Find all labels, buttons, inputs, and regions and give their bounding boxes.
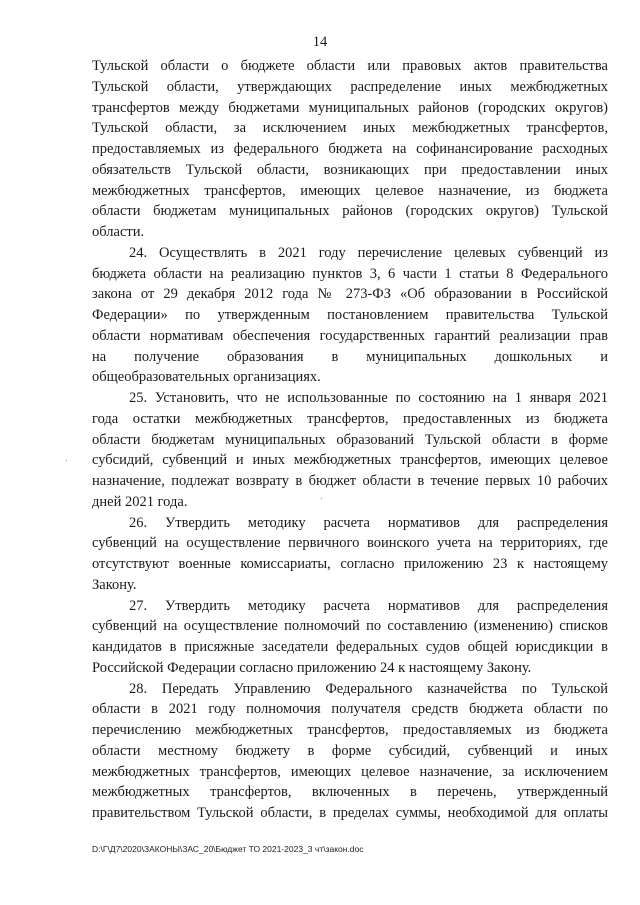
text-line: Тульской области, утверждающих распределение иных межбюджетных xyxy=(92,78,608,95)
paragraph-item-24 xyxy=(92,243,608,388)
paragraph-item-25 xyxy=(92,388,608,513)
text-line: 25. Установить, что не использованные по состоянию на 1 января 2021 xyxy=(129,390,608,406)
text-line: предоставляемых из федерального бюджета на софинансирование расходных xyxy=(92,141,608,157)
text-line: отсутствуют военные комиссариаты, согласно приложению 23 к настоящему xyxy=(92,556,608,572)
text-line: Федерации» по утвержденным постановлением правительства Тульской xyxy=(92,307,608,323)
scan-speck xyxy=(66,460,67,461)
text-line: Тульской области о бюджете области или правовых актов правительства xyxy=(92,58,608,74)
text-line: Закону. xyxy=(92,576,137,593)
text-line: обязательств Тульской области, возникающих при предоставлении иных xyxy=(92,161,608,178)
text-line: области бюджетам муниципальных районов (городских округов) Тульской xyxy=(92,203,608,220)
text-line: перечислению межбюджетных трансфертов, предоставляемых из бюджета xyxy=(92,722,608,738)
text-line: года остатки межбюджетных трансфертов, предоставленных из бюджета xyxy=(92,410,608,427)
text-line: Тульской области, за исключением иных межбюджетных трансфертов, xyxy=(92,120,608,137)
text-line: межбюджетных трансфертов, имеющих целевое назначение, за исключением xyxy=(92,763,608,780)
text-line: Российской Федерации согласно приложению 24 к настоящему Закону. xyxy=(92,659,532,676)
text-line: субсидий, субвенций и иных межбюджетных трансфертов, имеющих целевое xyxy=(92,452,608,469)
text-line: на получение образования в муниципальных дошкольных и xyxy=(92,348,608,365)
text-line: закона от 29 декабря 2012 года № 273-ФЗ «Об образовании в Российской xyxy=(92,286,608,303)
text-line: области местному бюджету в форме субсидий, субвенций и иных xyxy=(92,742,608,759)
paragraph-item-27 xyxy=(92,596,608,679)
text-line: 27. Утвердить методику расчета нормативов для распределения xyxy=(129,597,608,614)
text-line: дней 2021 года. xyxy=(92,493,188,510)
body-text xyxy=(92,56,608,824)
text-line: субвенций на осуществление первичного воинского учета на территориях, где xyxy=(92,535,608,552)
text-line: кандидатов в присяжные заседатели федеральных судов общей юрисдикции в xyxy=(92,639,608,655)
text-line: области нормативам обеспечения государственных гарантий реализации прав xyxy=(92,327,608,344)
text-line: субвенций на осуществление полномочий по составлению (изменению) списков xyxy=(92,618,608,635)
text-line: межбюджетных трансфертов, имеющих целевое назначение, из бюджета xyxy=(92,182,608,199)
text-line: 24. Осуществлять в 2021 году перечисление целевых субвенций из xyxy=(129,244,608,261)
paragraph-item-26 xyxy=(92,513,608,596)
text-line: бюджета области на реализацию пунктов 3, 6 части 1 статьи 8 Федерального xyxy=(92,265,608,282)
text-line: 28. Передать Управлению Федерального казначейства по Тульской xyxy=(129,680,608,697)
paragraph-item-28 xyxy=(92,679,608,824)
paragraph-continuation xyxy=(92,56,608,243)
text-line: правительством Тульской области, в пределах суммы, необходимой для оплаты xyxy=(92,805,608,821)
text-line: межбюджетных трансфертов, включенных в перечень, утвержденный xyxy=(92,784,608,801)
text-line: области. xyxy=(92,224,145,240)
page-number: 14 xyxy=(312,34,328,50)
scan-speck xyxy=(321,498,322,499)
text-line: общеобразовательных организациях. xyxy=(92,369,321,386)
text-line: назначение, подлежат возврату в бюджет области в течение первых 10 рабочих xyxy=(92,473,608,489)
footer-file-path: D:\Г\Д7\2020\ЗАКОНЫ\ЗАС_20\Бюджет ТО 2021-2023_3 чт\закон.doc xyxy=(92,844,364,854)
text-line: области бюджетам муниципальных образований Тульской области в форме xyxy=(92,431,608,448)
text-line: области в 2021 году полномочия получателя средств бюджета области по xyxy=(92,701,608,718)
text-line: 26. Утвердить методику расчета нормативов для распределения xyxy=(129,514,608,531)
text-line: трансфертов между бюджетами муниципальных районов (городских округов) xyxy=(92,99,608,116)
